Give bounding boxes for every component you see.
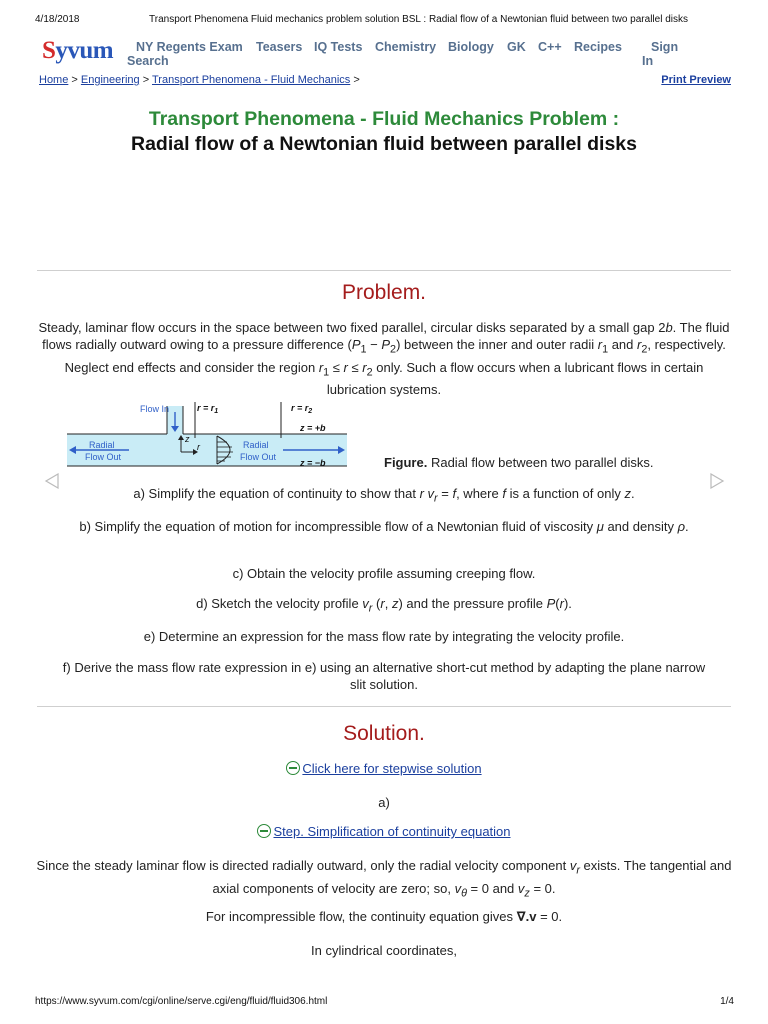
print-header xyxy=(0,14,768,28)
nav-cpp[interactable]: C++ xyxy=(538,40,562,54)
figure-caption-bold: Figure. xyxy=(384,455,428,470)
breadcrumb xyxy=(39,74,360,86)
step-continuity-link[interactable]: Step. Simplification of continuity equation xyxy=(273,824,511,839)
flow-out-right-label: Flow Out xyxy=(240,452,277,462)
step-continuity-row xyxy=(0,824,768,839)
solution-text-3: In cylindrical coordinates, xyxy=(311,943,457,958)
nav-gk[interactable]: GK xyxy=(507,40,526,54)
breadcrumb-home[interactable]: Home xyxy=(39,74,69,86)
z-minus-label: z = −b xyxy=(300,458,326,468)
print-doc-title: Transport Phenomena Fluid mechanics problem solution BSL : Radial flow of a Newtonian fluid between two parallel disks xyxy=(149,14,688,25)
problem-part-e: e) Determine an expression for the mass flow rate by integrating the velocity profile. xyxy=(143,629,625,644)
radial-flow-figure xyxy=(67,398,347,478)
page-subtitle: Radial flow of a Newtonian fluid between parallel disks xyxy=(130,133,637,155)
collapse-circle-icon[interactable] xyxy=(286,761,300,775)
problem-part-a: a) Simplify the equation of continuity to show that r $v_r = f$, where f is a function of only z. xyxy=(133,486,635,505)
radial-right-label: Radial xyxy=(243,440,269,450)
problem-part-b: b) Simplify the equation of motion for incompressible flow of a Newtonian fluid of viscosity μ and density ρ. xyxy=(79,519,689,534)
print-preview-link[interactable]: Print Preview xyxy=(661,74,731,86)
problem-part-d: d) Sketch the velocity profile $v_r$ (r, z) and the pressure profile P(r). xyxy=(196,596,572,615)
r-axis-label: r xyxy=(197,442,200,452)
figure-caption xyxy=(384,455,654,470)
breadcrumb-engineering[interactable]: Engineering xyxy=(80,74,140,86)
solution-heading: Solution. xyxy=(343,722,425,745)
problem-statement: Steady, laminar flow occurs in the space between two fixed parallel, circular disks separated by a small gap 2b. The fluid flows radially outward owing to a pressure difference $(P_1 - P_2)$ between the inner and outer radii $r_1$ and $r_2$, respectively. Neglect end effects and consider the region $r_1 \le r \le r_2$ only. Such a flow occurs when a lubricant flows in certain lubrication systems. xyxy=(38,320,730,398)
stepwise-solution-row xyxy=(0,761,768,776)
radial-left-label: Radial xyxy=(89,440,115,450)
nav-teasers[interactable]: Teasers xyxy=(256,40,303,54)
nav-iq-tests[interactable]: IQ Tests xyxy=(314,40,363,54)
nav-sign-in[interactable]: Sign xyxy=(651,40,679,54)
nav-search[interactable]: Search xyxy=(127,54,169,68)
z-plus-label: z = +b xyxy=(300,423,326,433)
flow-in-label: Flow In xyxy=(140,404,170,414)
z-axis-label: z xyxy=(185,434,190,444)
divider xyxy=(37,706,731,707)
nav-recipes[interactable]: Recipes xyxy=(574,40,622,54)
divider xyxy=(37,270,731,271)
site-logo[interactable] xyxy=(42,37,113,65)
logo-rest: yvum xyxy=(55,37,114,64)
flow-out-left-label: Flow Out xyxy=(85,452,122,462)
nav-sign-in-2[interactable]: In xyxy=(642,54,654,68)
print-page-number: 1/4 xyxy=(720,996,734,1007)
solution-text-1: Since the steady laminar flow is directed radially outward, only the radial velocity component $v_r$ exists. The tangential and axial components of velocity are zero; so, $v_\theta = 0$ and $v_z = 0$. xyxy=(36,858,732,900)
r2-label: $r = r_2$ xyxy=(291,403,313,415)
print-url: https://www.syvum.com/cgi/online/serve.cgi/eng/fluid/fluid306.html xyxy=(35,996,328,1007)
stepwise-solution-link[interactable]: Click here for stepwise solution xyxy=(302,761,482,776)
nav-biology[interactable]: Biology xyxy=(448,40,494,54)
figure-svg xyxy=(67,398,347,478)
nav-ny-regents[interactable]: NY Regents Exam xyxy=(136,40,243,54)
breadcrumb-category[interactable]: Transport Phenomena - Fluid Mechanics xyxy=(151,74,351,86)
problem-part-f: f) Derive the mass flow rate expression in e) using an alternative short-cut method by adapting the plane narrow slit solution. xyxy=(62,660,706,692)
problem-part-c: c) Obtain the velocity profile assuming creeping flow. xyxy=(232,566,536,581)
solution-text-2: For incompressible flow, the continuity equation gives ∇.v = 0. xyxy=(205,909,563,924)
breadcrumb-sep: > xyxy=(142,74,150,86)
r1-label: $r = r_1$ xyxy=(197,403,219,415)
breadcrumb-sep: > xyxy=(71,74,78,86)
solution-part-a: a) xyxy=(378,795,390,810)
nav-chemistry[interactable]: Chemistry xyxy=(375,40,437,54)
print-footer xyxy=(0,996,768,1010)
problem-heading: Problem. xyxy=(341,281,427,304)
collapse-circle-icon[interactable] xyxy=(257,824,271,838)
figure-caption-text: Radial flow between two parallel disks. xyxy=(427,455,654,470)
breadcrumb-sep: > xyxy=(353,74,360,86)
page-title: Transport Phenomena - Fluid Mechanics Problem : xyxy=(148,108,620,130)
logo-initial: S xyxy=(42,37,56,64)
print-date: 4/18/2018 xyxy=(35,14,80,25)
